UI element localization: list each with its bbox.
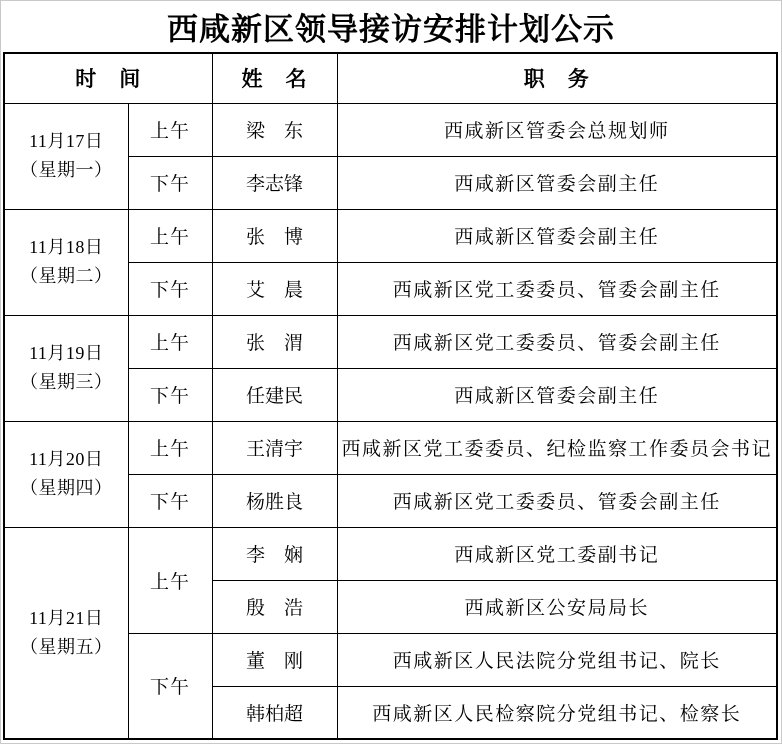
name-cell: 杨胜良 [212,474,337,527]
name-cell: 韩柏超 [212,686,337,739]
period-cell: 下午 [128,474,212,527]
period-cell: 下午 [128,368,212,421]
weekday-text: （星期三） [20,372,113,392]
position-cell: 西咸新区党工委委员、管委会副主任 [337,474,777,527]
name-cell: 艾 晨 [212,262,337,315]
name-cell: 李志锋 [212,156,337,209]
position-cell: 西咸新区公安局局长 [337,580,777,633]
col-header-time: 时 间 [4,53,212,103]
name-cell: 梁 东 [212,103,337,156]
period-cell: 上午 [128,527,212,633]
period-cell: 上午 [128,209,212,262]
position-cell: 西咸新区党工委委员、纪检监察工作委员会书记 [337,421,777,474]
position-cell: 西咸新区党工委委员、管委会副主任 [337,315,777,368]
position-cell: 西咸新区党工委副书记 [337,527,777,580]
table-row [4,103,777,156]
date-cell [4,527,128,739]
table-header-row [4,53,777,103]
period-cell: 下午 [128,633,212,739]
date-text: 11月20日 [29,449,104,470]
table-row [4,421,777,474]
period-cell: 下午 [128,156,212,209]
name-cell: 李 娴 [212,527,337,580]
col-header-name: 姓 名 [212,53,337,103]
weekday-text: （星期一） [20,160,113,180]
period-cell: 下午 [128,262,212,315]
weekday-text: （星期二） [20,266,113,286]
table-row [4,209,777,262]
position-cell: 西咸新区管委会副主任 [337,156,777,209]
table-row [4,315,777,368]
date-cell [4,103,128,209]
name-cell: 张 渭 [212,315,337,368]
date-text: 11月21日 [29,607,104,628]
col-header-position: 职 务 [337,53,777,103]
date-cell [4,209,128,315]
weekday-text: （星期五） [20,636,113,657]
period-cell: 上午 [128,421,212,474]
name-cell: 殷 浩 [212,580,337,633]
page-title: 西咸新区领导接访安排计划公示 [167,12,615,47]
name-cell: 王清宇 [212,421,337,474]
position-cell: 西咸新区党工委委员、管委会副主任 [337,262,777,315]
position-cell: 西咸新区人民检察院分党组书记、检察长 [337,686,777,739]
name-cell: 董 刚 [212,633,337,686]
date-text: 11月18日 [29,237,104,258]
period-cell: 上午 [128,103,212,156]
position-cell: 西咸新区管委会副主任 [337,368,777,421]
table-row [4,527,777,580]
date-text: 11月17日 [29,131,104,152]
name-cell: 任建民 [212,368,337,421]
date-cell [4,315,128,421]
schedule-table [3,52,778,740]
position-cell: 西咸新区管委会副主任 [337,209,777,262]
date-cell [4,421,128,527]
period-cell: 上午 [128,315,212,368]
position-cell: 西咸新区管委会总规划师 [337,103,777,156]
name-cell: 张 博 [212,209,337,262]
date-text: 11月19日 [29,343,104,364]
weekday-text: （星期四） [20,478,113,498]
position-cell: 西咸新区人民法院分党组书记、院长 [337,633,777,686]
